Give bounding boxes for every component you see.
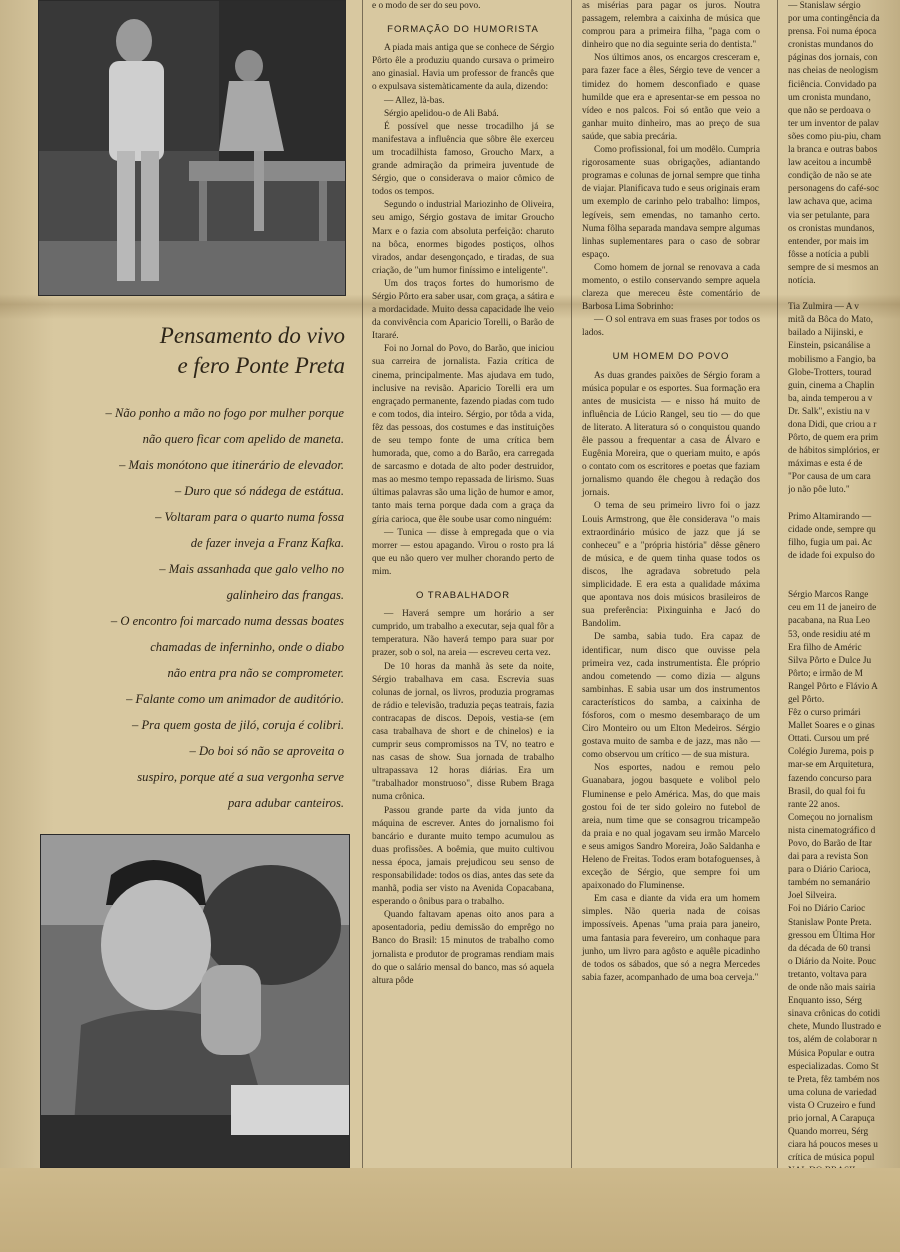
column-line: ter um inventor de palav [788, 118, 879, 129]
column-line: ceu em 11 de janeiro de [788, 603, 877, 614]
photo-portrait-man [40, 834, 350, 1168]
column-paragraph: — O sol entrava em suas frases por todos os lados. [582, 315, 760, 339]
column-paragraph: A piada mais antiga que se conhece de Sérgio Pôrto êle a produziu quando cursava o primeiro ano ginasial. Havia um professor de francês que o expulsava sistemàticamente da aula, dizendo: [372, 43, 554, 93]
column-line: condição de não se ate [788, 171, 872, 182]
column-line: chete, Mundo Ilustrado e [788, 1022, 881, 1033]
quote-line: – O encontro foi marcado numa dessas boates [110, 614, 344, 628]
column-line: rante 22 anos. [788, 799, 840, 810]
column-line: entender, por mais im [788, 236, 869, 247]
quote-line: – Mais assanhada que galo velho no [159, 562, 344, 576]
column-paragraph: De samba, sabia tudo. Era capaz de identificar, num disco que ouvisse pela primeira vez, cada instrumentista. Êle próprio andou cometendo — como dizia — alguns sambinhas. E sabia usar um dos instrumentos característicos do samba, a caixinha de fósforos, com o mesmo desembaraço de um Ciro Monteiro ou um Elton Medeiros. Sérgio gostava muito de samba e de jazz, mas não — como observou um crítico — de sua mistura. [582, 632, 760, 761]
column-line: cidade onde, sempre qu [788, 524, 876, 535]
column-paragraph: — Tunica — disse à empregada que o via morrer — estou apagando. Virou o rosto pra lá que eu não quero ver mulher chorando perto de mim. [372, 527, 554, 577]
column-line: vista O Cruzeiro e fund [788, 1100, 876, 1111]
column-line: Einstein, psicanálise a [788, 341, 871, 352]
column-line: gressou em Última Hor [788, 930, 876, 941]
quote-line: – Falante como um animador de auditório. [126, 692, 344, 706]
column-paragraph: Segundo o industrial Mariozinho de Oliveira, seu amigo, Sérgio gostava de imitar Groucho Marx e o fazia com absoluta perfeição: charuto na bôca, enormes bigodes postiços, olhos virados, andar desengonçado, e tiradas, de sua criação, de "um humor finíssimo e inteligente". [372, 200, 554, 276]
column-line: uma coluna de variedad [788, 1087, 877, 1098]
column-line: cronistas mundanos do [788, 40, 874, 51]
quote-line: – Mais monótono que itinerário de elevador. [119, 458, 344, 472]
column-paragraph: É possível que nesse trocadilho já se manifestava a influência que sôbre êle exerceu um trocadilhista famoso, Groucho Marx, a grande admiração da primeira juventude de Sérgio, que o considerava o maior cômico de todos os tempos. [372, 121, 554, 198]
column-line: law achava que, acima [788, 197, 873, 208]
column-line: mitã da Bôca do Mato, [788, 315, 873, 326]
column-line: Enquanto isso, Sérg [788, 996, 862, 1007]
column-line: Mallet Soares e o ginas [788, 721, 875, 732]
quote-line: – Do boi só não se aproveita o [189, 744, 344, 758]
column-paragraph: Nos esportes, nadou e remou pelo Guanabara, jogou basquete e volibol pelo Fluminense e pelo América. Mas, do que mais gostou foi de ter sido goleiro no futebol de areia, num time que se consagrou tricampeão da praia e no qual jogavam seu irmão Marcelo e seus amigos Sandro Moreira, João Saldanha e Heleno de Freitas. Todos eram botafoguenses, à exceção de Sérgio, que sempre foi um apaixonado do Fluminense. [582, 763, 760, 892]
column-paragraph: Quando faltavam apenas oito anos para a aposentadoria, pediu demissão do emprêgo no Banco do Brasil: 15 minutos de trabalho como jornalista e produtor de programas rendiam mais do que o salário mensal do banco, mas só aquela altura pôde [372, 910, 554, 986]
column-line: Quando morreu, Sérg [788, 1127, 869, 1138]
column-line: páginas dos jornais, con [788, 53, 878, 64]
column-line [788, 576, 900, 589]
column-line: law aceitou a incumbê [788, 158, 872, 169]
column-line: Pôrto, de quem era prim [788, 433, 879, 444]
quote-line: suspiro, porque até a sua vergonha serve [137, 770, 344, 784]
column-line: sinava crônicas do cotidi [788, 1009, 881, 1020]
column-line: dai para a revista Son [788, 852, 869, 863]
column-line: bailado a Nijinski, e [788, 328, 863, 339]
section-heading-trabalhador: O TRABALHADOR [415, 590, 511, 602]
column-paragraph: — Allez, là-bas. [384, 95, 445, 106]
column-paragraph: Nos últimos anos, os encargos cresceram e, para fazer face a êles, Sérgio teve de vencer a timidez do homem desconfiado e quase humilde que era e apresentar-se em pessoa no vídeo e nos palcos. Foi só então que veio a ganhar muito dinheiro, mas ao preço de sua saúde, que sabia precária. [582, 53, 760, 142]
column-line: Música Popular e outra [788, 1048, 875, 1059]
column-line: mar-se em Arquitetura, [788, 760, 874, 771]
column-line: Primo Altamirando — [788, 511, 872, 522]
column-line: fôsse a notícia a publi [788, 249, 870, 260]
column-line: por uma contingência da [788, 14, 880, 25]
column-line: Sérgio Marcos Range [788, 590, 869, 601]
column-line: Pôrto; e irmão de M [788, 668, 863, 679]
column-line: nas cheias de neologism [788, 66, 879, 77]
column-line [788, 288, 900, 301]
column-line: tretanto, voltava para [788, 969, 867, 980]
photo-stage-scene-graphic [39, 1, 345, 295]
column-paragraph: Sérgio apelidou-o de Ali Babá. [384, 108, 499, 119]
column-line: Começou no jornalism [788, 812, 873, 823]
column-line: ficiência. Convidado pa [788, 79, 877, 90]
column-line: Silva Pôrto e Dulce Ju [788, 655, 872, 666]
column-paragraph: Foi no Jornal do Povo, do Barão, que iniciou sua carreira de jornalista. Fazia crítica de cinema, principalmente. Mas ajudava em tudo, inclusive na revisão. Aparicio Torelli era um engraçado permanente, fazendo piadas com tudo e com todos, dia inteiro. Sérgio, por tôda a vida, fêz das pessoas, dos costumes e das instituições de seu tempo fonte de uma crítica bem humorada, que, como a do Barão, era carregada de sarcasmo e dotada de alto poder destruidor, mas ao mesmo tempo repassada de lirismo. Suas últimas palavras são uma lição de humor e amor, tanto mais terna porque dada com a graça da gíria carioca, que êle soube usar como ninguém: [372, 344, 554, 525]
column-line: de idade foi expulso do [788, 550, 875, 561]
quote-line: não entra pra não se comprometer. [167, 666, 344, 680]
column-line [788, 563, 900, 576]
column-line: Povo, do Barão de Itar [788, 839, 872, 849]
quote-title-line2: e fero Ponte Preta [177, 353, 345, 378]
column-line: sempre de si mesmos an [788, 262, 879, 273]
column-paragraph: Em casa e diante da vida era um homem simples. Não queria nada de coisas impossíveis. Apenas "uma praia para janeiro, uma fantasia para fevereiro, um conhaque para junho, um livro para agôsto e aquêle picadinho de todos os sábados, que só a negra Mercedes sabia fazer, acompanhado de uma boa cerveja." [582, 894, 760, 983]
column-line: Era filho de Améric [788, 642, 862, 653]
section-heading-homem-do-povo: UM HOMEM DO POVO [612, 351, 730, 363]
column-line: guin, cinema a Chaplin [788, 380, 875, 391]
quote-line: – Duro que só nádega de estátua. [174, 484, 344, 498]
column-paragraph: De 10 horas da manhã às sete da noite, Sérgio trabalhava em casa. Escrevia suas colunas de jornal, os livros, produzia programas de rádio e televisão, traduzia peças teatrais, fazia contracapas de discos. Depois, vestia-se (em casa trabalhava de short e de chinelos) e ia cumprir seus compromissos na TV, no teatro e nas casas de show. Sua jornada de trabalho ultrapassava 12 horas diárias. Era um "trabalhador monstruoso", disse Rubem Braga numa crônica. [372, 661, 554, 803]
column-line: Tia Zulmira — A v [788, 302, 859, 313]
column-line: te Preta, fêz também nos [788, 1074, 880, 1085]
column-text: e o modo de ser do seu povo. [372, 1, 481, 11]
column-line: o Diário da Noite. Pouc [788, 956, 877, 967]
column-line: sões como piu-piu, cham [788, 131, 881, 142]
column-paragraph: — Haverá sempre um horário a ser cumprido, um trabalho a executar, seja qual fôr a temperatura. Não haverá tempo para suar por prazer, sob o sol, na areia — escreveu certa vez. [372, 609, 554, 659]
column-line: mobilismo a Fangio, ba [788, 354, 876, 365]
column-line: fazendo concurso para [788, 773, 872, 784]
section-heading-formacao: FORMAÇÃO DO HUMORISTA [387, 24, 539, 36]
quote-line: não quero ficar com apelido de maneta. [142, 432, 344, 446]
column-line: máximas e esta é de [788, 459, 863, 470]
column-paragraph: Como homem de jornal se renovava a cada momento, o estilo conservando sempre aquela clareza que mereceu êste comentário de Barbosa Lima Sobrinho: [582, 262, 760, 313]
column-line: dona Didi, que criou a r [788, 420, 877, 430]
column-line: jo não pôe luto." [788, 485, 850, 496]
article-column-3 [582, 0, 760, 985]
column-line: notícia. [788, 275, 816, 286]
column-line: gel Pôrto. [788, 694, 825, 705]
column-line: personagens do café-soc [788, 184, 879, 195]
column-line: da década de 60 transi [788, 943, 871, 954]
quotes-list [40, 400, 344, 816]
article-column-4 [788, 0, 900, 1205]
column-line: Globe-Trotters, tourad [788, 367, 872, 378]
column-rule [362, 0, 363, 1168]
photo-stage-scene [38, 0, 346, 296]
column-paragraph: Um dos traços fortes do humorismo de Sérgio Pôrto era saber usar, com graça, a sátira e a mordacidade. Muito dessa capacidade lhe veio da convivência com Aparicio Torelli, o Barão de Itararé. [372, 278, 554, 342]
column-line: que não se perdoava o [788, 105, 871, 116]
column-paragraph: as misérias para pagar os juros. Noutra passagem, relembra a caixinha de música que comprou para a primeira filha, "paga com o dinheiro que no dia seguinte seria do dentista." [582, 1, 760, 51]
quote-line: para adubar canteiros. [227, 796, 344, 810]
column-line: la branca e outras babos [788, 145, 878, 156]
quote-line: – Não ponho a mão no fogo por mulher porque [105, 406, 344, 420]
paper-bottom-edge [0, 1168, 900, 1252]
column-line: ciara há poucos meses u [788, 1140, 878, 1151]
column-line: filho, fugia um pai. Ac [788, 537, 873, 548]
photo-portrait-man-graphic [41, 835, 349, 1167]
column-line: ba, ainda temperou a v [788, 393, 873, 404]
column-line: prensa. Foi numa época [788, 27, 877, 38]
column-line: crítica de música popul [788, 1153, 875, 1164]
column-line: especializadas. Como St [788, 1061, 879, 1072]
column-line: Rangel Pôrto e Flávio A [788, 681, 878, 692]
quote-line: galinheiro das frangas. [226, 588, 344, 602]
column-line: também no semanário [788, 878, 871, 889]
column-line [788, 498, 900, 511]
column-line: nista cinematográfico d [788, 825, 876, 836]
quote-title-line1: Pensamento do vivo [159, 323, 345, 348]
quote-line: de fazer inveja a Franz Kafka. [190, 536, 344, 550]
column-paragraph: Como profissional, foi um modêlo. Cumpria rigorosamente suas obrigações, adiantando programas e colunas de jornal sempre que tinha de viajar. Planificava tudo e seus originais eram um exemplo de carinho pelo trabalho: limpos, legíveis, sem emendas, no tamanho certo. Numa fôlha separada mandava sempre algumas linhas suplementares para o caso de sobrar espaço. [582, 145, 760, 260]
column-line: os cronistas mundanos, [788, 223, 875, 234]
column-line: — Stanislaw sérgio [788, 1, 861, 11]
column-line: Dr. Salk", existiu na v [788, 406, 870, 417]
column-line: Brasil, do qual foi fu [788, 786, 866, 797]
column-paragraph: O tema de seu primeiro livro foi o jazz Louis Armstrong, que êle considerava "o mais extraordinário músico de jazz que já se conheceu" e a "própria história" dêsse gênero de música, e de quem tinha quase todos os discos, lhe agradava sobretudo pela simplicidade. E era esta a qualidade máxima que apontava nos dois músicos brasileiros de sua preferência: Pixinguinha e Jacó do Bandolim. [582, 501, 760, 630]
column-rule [571, 0, 572, 1168]
column-line: Stanislaw Ponte Preta. [788, 917, 872, 928]
column-line: Foi no Diário Carioc [788, 904, 866, 915]
article-column-2 [372, 0, 554, 988]
column-line: para o Diário Carioca, [788, 865, 871, 876]
column-line: tos, além de colaborar n [788, 1035, 878, 1046]
column-rule [777, 0, 778, 1168]
column-line: via ser petulante, para [788, 210, 870, 221]
column-paragraph: As duas grandes paixões de Sérgio foram a música popular e os esportes. Sua formação era antes de musicista — e nisso há muito de influência de Lúcio Rangel, seu tio — do que de literato. A literatura só o conquistou quando êle passou a frequentar a casa de Álvaro e Eugênia Moreira, que o queriam muito, e após o contato com os escritores e poetas que faziam jornalismo quando êle chegou à redação dos jornais. [582, 370, 760, 499]
quote-line: – Voltaram para o quarto numa fossa [155, 510, 344, 524]
column-line: Fêz o curso primári [788, 708, 861, 719]
column-line: Joel Silveira. [788, 891, 837, 902]
column-line: um cronista mundano, [788, 92, 871, 103]
column-line: pacabana, na Rua Leo [788, 616, 871, 627]
column-line: 53, onde residiu até m [788, 629, 871, 640]
column-paragraph: Passou grande parte da vida junto da máquina de escrever. Antes do jornalismo foi bancário e durante muito tempo acumulou as duas profissões. A boêmia, que muito cultivou nessa época, jamais prejudicou seu senso de responsabilidade: todos os dias, antes das sete da manhã, podia ser visto na Avenida Copacabana, esperando o ônibus para o trabalho. [372, 805, 554, 908]
column-line: de onde não mais sairia [788, 983, 876, 994]
quote-line: – Pra quem gosta de jiló, coruja é colibri. [132, 718, 344, 732]
column-line: de hábitos simplórios, er [788, 446, 880, 457]
column-line: "Por causa de um cara [788, 472, 871, 483]
column-line: Ottati. Cursou um pré [788, 734, 870, 745]
column-line: prio jornal, A Carapuça [788, 1113, 875, 1124]
quote-line: chamadas de inferninho, onde o diabo [150, 640, 344, 654]
column-line: Colégio Jurema, pois p [788, 747, 874, 758]
